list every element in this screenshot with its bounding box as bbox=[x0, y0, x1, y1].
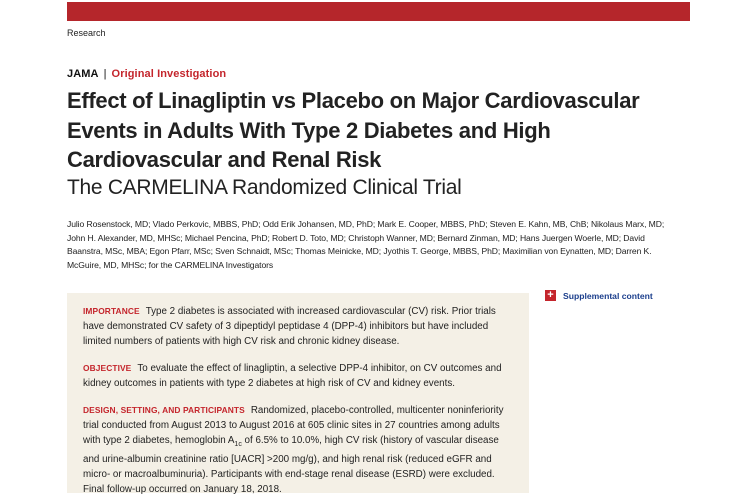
abstract-objective bbox=[83, 361, 515, 391]
plus-icon: + bbox=[545, 290, 556, 301]
section-label: Research bbox=[67, 28, 106, 38]
objective-text: To evaluate the effect of linagliptin, a selective DPP-4 inhibitor, on CV outcomes and kidney outcomes in patients with type 2 diabetes at high risk of CV and kidney events. bbox=[83, 363, 502, 389]
design-subscript: 1c bbox=[234, 440, 242, 448]
article-subtitle: The CARMELINA Randomized Clinical Trial bbox=[67, 176, 462, 199]
objective-heading: OBJECTIVE bbox=[83, 363, 132, 373]
abstract-importance bbox=[83, 304, 515, 349]
importance-text: Type 2 diabetes is associated with increased cardiovascular (CV) risk. Prior trials have demonstrated CV safety of 3 dipeptidyl peptidase 4 (DPP-4) inhibitors but have included limited numbers of patients with high CV risk and chronic kidney disease. bbox=[83, 306, 496, 347]
author-list: Julio Rosenstock, MD; Vlado Perkovic, MBBS, PhD; Odd Erik Johansen, MD, PhD; Mark E. Cooper, MBBS, PhD; Steven E. Kahn, MB, ChB; Nikolaus Marx, MD; John H. Alexander, MD, MHSc; Michael Pencina, PhD; Robert D. Toto, MD; Christoph Wanner, MD; Bernard Zinman, MD; Hans Juergen Woerle, MD; David Baanstra, MSc, MBA; Egon Pfarr, MSc; Sven Schnaidt, MSc; Thomas Meinicke, MD; Jyothis T. George, MBBS, PhD; Maximilian von Eynatten, MD; Darren K. McGuire, MD, MHSc; for the CARMELINA Investigators bbox=[67, 219, 665, 270]
article-title: Effect of Linagliptin vs Placebo on Major Cardiovascular Events in Adults With Type 2 Diabetes and High Cardiovascular and Renal Risk bbox=[67, 88, 640, 172]
kicker-separator: | bbox=[103, 68, 107, 80]
importance-heading: IMPORTANCE bbox=[83, 306, 140, 316]
design-text-1: Randomized, placebo-controlled, multicenter noninferiority trial conducted from August 2013 to August 2016 at 605 clinic sites in 27 countries among adults with type 2 diabetes, hemoglobin A bbox=[83, 405, 504, 446]
abstract-design bbox=[83, 403, 515, 497]
supplemental-content-link[interactable] bbox=[545, 290, 653, 301]
design-heading: DESIGN, SETTING, AND PARTICIPANTS bbox=[83, 405, 245, 415]
supplemental-label[interactable]: Supplemental content bbox=[563, 290, 653, 301]
journal-banner bbox=[67, 2, 690, 21]
design-text-2: of 6.5% to 10.0%, high CV risk (history of vascular disease and urine-albumin creatinine ratio [UACR] >200 mg/g), and high renal risk (reduced eGFR and micro- or macroalbuminuria). Participants with end-stage renal disease (ESRD) were excluded. Final follow-up occurred on January 18, 2018. bbox=[83, 435, 499, 495]
journal-name: JAMA bbox=[67, 68, 99, 80]
article-type: Original Investigation bbox=[111, 68, 227, 80]
abstract-box bbox=[67, 293, 529, 493]
article-kicker bbox=[67, 68, 226, 80]
